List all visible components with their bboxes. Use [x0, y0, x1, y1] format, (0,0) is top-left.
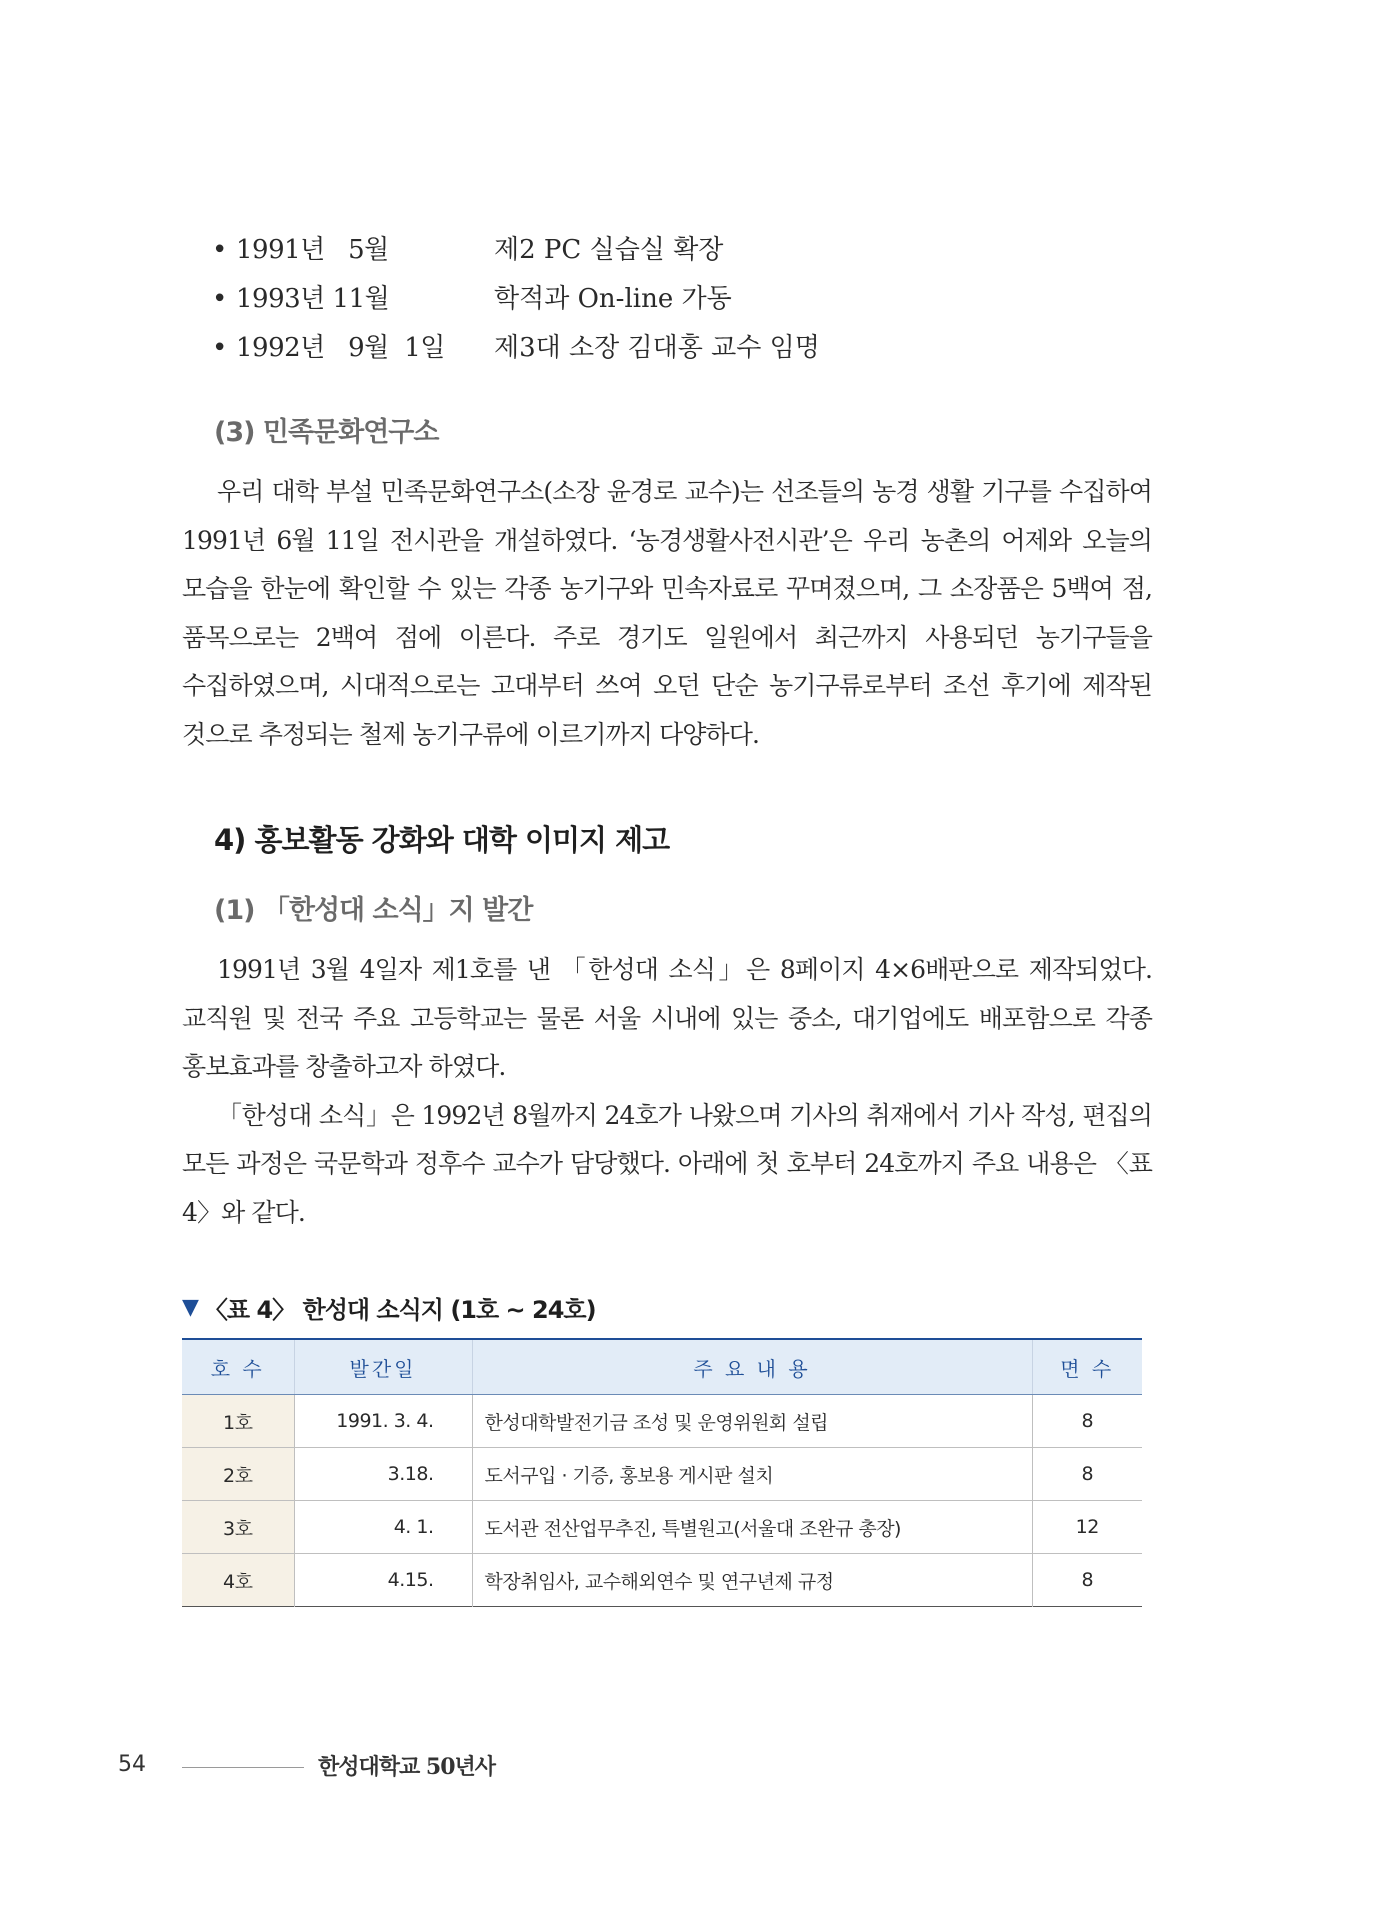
book-title: 한성대학교 50년사: [318, 1754, 496, 1780]
paragraph: 「한성대 소식」은 1992년 8월까지 24호가 나왔으며 기사의 취재에서 기사 작성, 편집의 모든 과정은 국문학과 정후수 교수가 담당했다. 아래에 첫 호부터 24호까지 주요 내용은 〈표 4〉와 같다.: [182, 1100, 1152, 1227]
pages-cell: 8: [1081, 1569, 1094, 1591]
table-row: [182, 1395, 1142, 1448]
column-header: 주 요 내 용: [472, 1339, 1032, 1395]
table-header-row: [182, 1339, 1142, 1395]
bullet: •: [212, 235, 228, 265]
bullet: •: [212, 333, 228, 363]
content-cell: 도서관 전산업무추진, 특별원고(서울대 조완규 총장): [472, 1501, 1032, 1554]
date-cell: 4. 1.: [294, 1501, 472, 1554]
issue-cell: 2호: [182, 1448, 294, 1501]
section-4-body: [182, 946, 1152, 1238]
content-cell: 도서구입 · 기증, 홍보용 게시판 설치: [472, 1448, 1032, 1501]
timeline-item: [212, 226, 912, 275]
table-caption: [182, 1290, 596, 1325]
table-caption-text: 〈표 4〉 한성대 소식지 (1호 ~ 24호): [203, 1296, 596, 1324]
paragraph: 우리 대학 부설 민족문화연구소(소장 윤경로 교수)는 선조들의 농경 생활 기구를 수집하여 1991년 6월 11일 전시관을 개설하였다. ‘농경생활사전시관’은 우리 농촌의 어제와 오늘의 모습을 한눈에 확인할 수 있는 각종 농기구와 민속자료로 꾸며졌으며, 그 소장품은 5백여 점, 품목으로는 2백여 점에 이른다. 주로 경기도 일원에서 최근까지 사용되던 농기구들을 수집하였으며, 시대적으로는 고대부터 쓰여 오던 단순 농기구류로부터 조선 후기에 제작된 것으로 추정되는 철제 농기구류에 이르기까지 다양하다.: [182, 477, 1152, 749]
column-header: 발간일: [294, 1339, 472, 1395]
pages-cell: 8: [1032, 1448, 1142, 1501]
column-header: 면 수: [1032, 1339, 1142, 1395]
date-cell: 1991. 3. 4.: [294, 1395, 472, 1448]
issue-cell: 4호: [182, 1554, 294, 1607]
column-header: 호 수: [182, 1339, 294, 1395]
issue-cell: 3호: [182, 1501, 294, 1554]
table-row: [182, 1554, 1142, 1607]
triangle-down-icon: ▼: [182, 1295, 198, 1320]
page-number: 54: [118, 1752, 146, 1777]
date-cell: 4.15.: [294, 1554, 472, 1607]
timeline-date: 1992년 9월 1일: [236, 333, 445, 363]
table-row: [182, 1501, 1142, 1554]
content-cell: 학장취임사, 교수해외연수 및 연구년제 규정: [472, 1554, 1032, 1607]
timeline-item: [212, 324, 912, 373]
pages-cell: 12: [1032, 1501, 1142, 1554]
bullet: •: [212, 284, 228, 314]
section-3-body: [182, 468, 1152, 760]
newsletter-table: [182, 1338, 1142, 1607]
timeline-desc: 학적과 On-line 가동: [494, 284, 732, 314]
footer-divider: [182, 1767, 304, 1768]
timeline-desc: 제2 PC 실습실 확장: [494, 235, 724, 265]
timeline-date: 1991년 5월: [236, 235, 389, 265]
section-heading-3: (3) 민족문화연구소: [214, 417, 439, 448]
timeline-item: [212, 275, 912, 324]
table-row: [182, 1448, 1142, 1501]
pages-cell: 8: [1032, 1395, 1142, 1448]
date-cell: 3.18.: [294, 1448, 472, 1501]
paragraph: 1991년 3월 4일자 제1호를 낸 「한성대 소식」은 8페이지 4×6배판으로 제작되었다. 교직원 및 전국 주요 고등학교는 물론 서울 시내에 있는 중소, 대기업에도 배포함으로 각종 홍보효과를 창출하고자 하였다.: [182, 955, 1152, 1082]
issue-cell: 1호: [182, 1395, 294, 1448]
section-heading-4: 4) 홍보활동 강화와 대학 이미지 제고: [214, 823, 670, 857]
timeline-desc: 제3대 소장 김대홍 교수 임명: [494, 333, 820, 363]
timeline-date: 1993년 11월: [236, 284, 390, 314]
subsection-heading-1: (1) 「한성대 소식」지 발간: [214, 895, 533, 926]
content-cell: 한성대학발전기금 조성 및 운영위원회 설립: [472, 1395, 1032, 1448]
timeline-list: [212, 226, 912, 373]
